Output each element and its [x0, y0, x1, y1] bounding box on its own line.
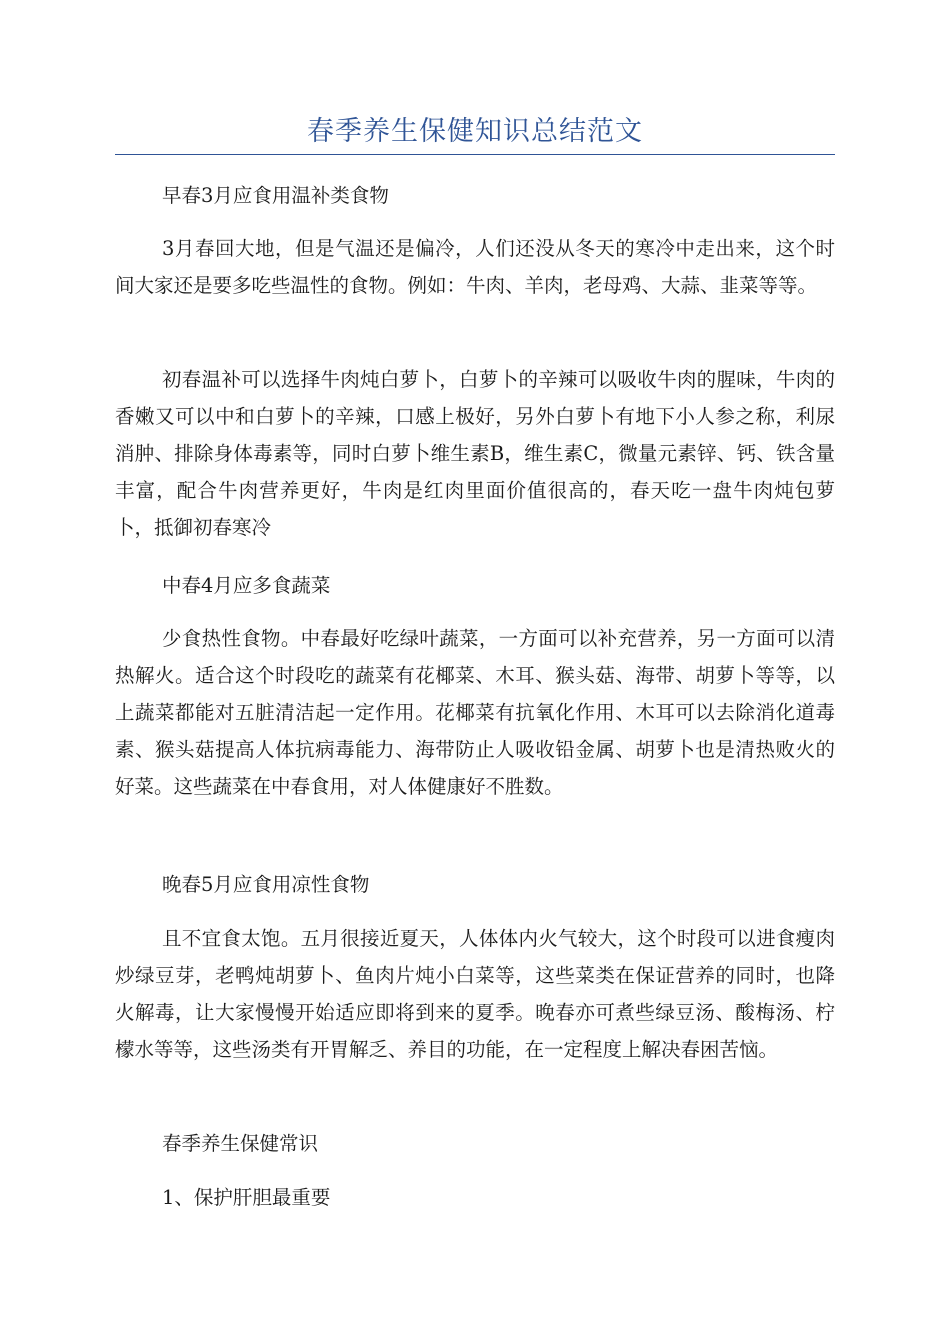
paragraph-2: 3月春回大地，但是气温还是偏冷，人们还没从冬天的寒冷中走出来，这个时间大家还是要多吃些温性的食物。例如：牛肉、羊肉，老母鸡、大蒜、韭菜等等。	[115, 237, 835, 297]
paragraph-5: 少食热性食物。中春最好吃绿叶蔬菜，一方面可以补充营养，另一方面可以清热解火。适合这个时段吃的蔬菜有花椰菜、木耳、猴头菇、海带、胡萝卜等等，以上蔬菜都能对五脏清洁起一定作用。花椰菜有抗氧化作用、木耳可以去除消化道毒素、猴头菇提高人体抗病毒能力、海带防止人吸收铅金属、胡萝卜也是清热败火的好菜。这些蔬菜在中春食用，对人体健康好不胜数。	[115, 627, 835, 798]
paragraph-6: 晚春5月应食用凉性食物	[162, 873, 370, 896]
paragraph-3: 初春温补可以选择牛肉炖白萝卜，白萝卜的辛辣可以吸收牛肉的腥味，牛肉的香嫩又可以中和白萝卜的辛辣，口感上极好，另外白萝卜有地下小人参之称，利尿消肿、排除身体毒素等，同时白萝卜维生素B，维生素C，微量元素锌、钙、铁含量丰富，配合牛肉营养更好，牛肉是红肉里面价值很高的，春天吃一盘牛肉炖包萝卜，抵御初春寒冷	[115, 368, 835, 539]
paragraph-1: 早春3月应食用温补类食物	[162, 184, 389, 207]
document-title: 春季养生保健知识总结范文	[307, 116, 643, 147]
paragraph-8: 春季养生保健常识	[162, 1132, 319, 1155]
title-underline	[115, 154, 835, 155]
paragraph-4: 中春4月应多食蔬菜	[162, 574, 331, 597]
paragraph-7: 且不宜食太饱。五月很接近夏天，人体体内火气较大，这个时段可以进食瘦肉炒绿豆芽，老鸭炖胡萝卜、鱼肉片炖小白菜等，这些菜类在保证营养的同时，也降火解毒，让大家慢慢开始适应即将到来的夏季。晚春亦可煮些绿豆汤、酸梅汤、柠檬水等等，这些汤类有开胃解乏、养目的功能，在一定程度上解决春困苦恼。	[115, 927, 835, 1061]
paragraph-9: 1、保护肝胆最重要	[162, 1186, 331, 1209]
